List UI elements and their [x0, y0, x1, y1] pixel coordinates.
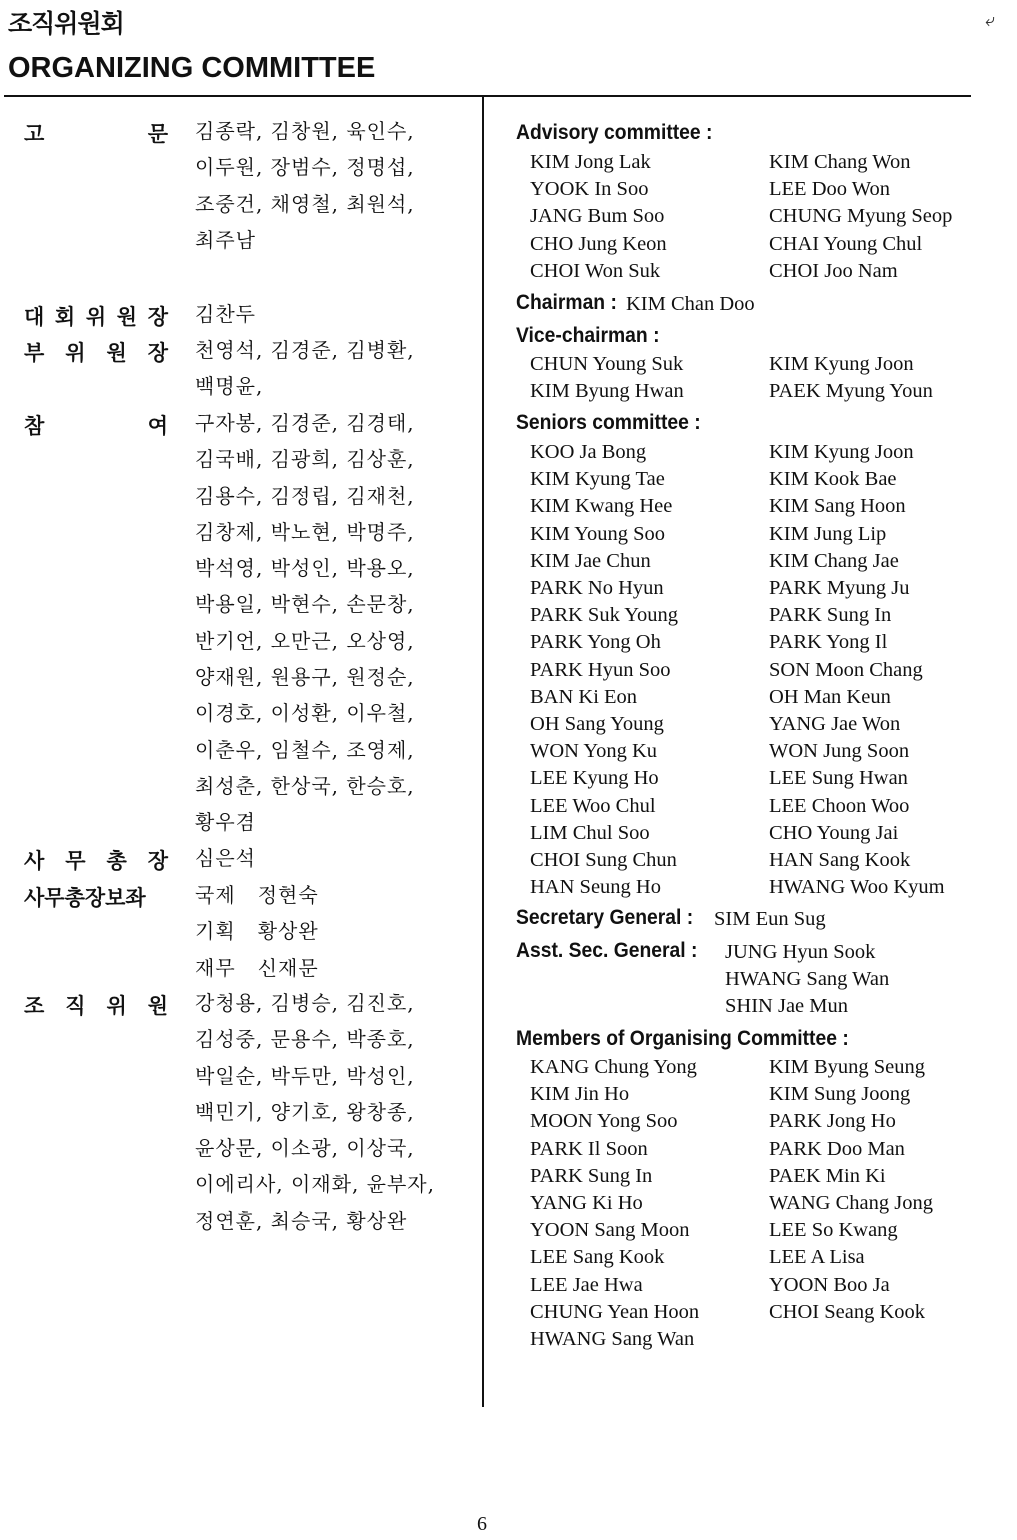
ko-role-secgen [24, 845, 168, 875]
en-members-name: PAEK Min Ki [769, 1164, 886, 1187]
ko-chairman-name-line: 김찬두 [195, 302, 256, 326]
en-members-name: CHOI Seang Kook [769, 1300, 926, 1323]
ko-advisory-names [195, 113, 415, 258]
en-seniors-name: LEE Kyung Ho [530, 767, 659, 790]
ko-seniors-names-line: 김창제, 박노현, 박명주, [195, 519, 415, 544]
en-heading-vice-label: Vice-chairman : [516, 324, 660, 347]
ko-seniors-names-line: 박용일, 박현수, 손문창, [195, 592, 415, 617]
ko-vice-names-line: 백명윤, [195, 374, 264, 399]
ko-role-seniors-char: 여 [147, 414, 168, 438]
en-seniors-name: BAN Ki Eon [530, 685, 638, 708]
en-heading-advisory-label: Advisory committee : [516, 121, 713, 144]
en-asst-name: SHIN Jae Mun [725, 995, 848, 1018]
en-advisory-name: CHOI Won Suk [530, 259, 661, 282]
en-seniors-name: WON Yong Ku [530, 740, 658, 763]
ko-secgen-name [195, 840, 256, 876]
en-heading-chairman-label: Chairman : [516, 291, 617, 314]
ko-role-members-char: 원 [147, 994, 168, 1018]
ko-seniors-names-line: 황우겸 [195, 810, 256, 835]
en-members-name: LEE Jae Hwa [530, 1273, 643, 1296]
ko-role-chairman-char: 회 [54, 305, 76, 329]
en-members-name: YANG Ki Ho [530, 1192, 643, 1214]
ko-members-names-line: 강청용, 김병승, 김진호, [195, 991, 415, 1015]
title-korean: 조직위원회 [8, 9, 124, 38]
en-seniors-name: KOO Ja Bong [530, 441, 647, 463]
ko-role-advisory [24, 118, 168, 148]
title-english: ORGANIZING COMMITTEE [8, 52, 376, 84]
en-members-name: PARK Doo Man [769, 1137, 905, 1160]
ko-advisory-names-line: 김종락, 김창원, 육인수, [195, 119, 415, 143]
ko-role-advisory-char: 고 [24, 122, 45, 146]
en-advisory-name: JANG Bum Soo [530, 205, 665, 228]
en-members-name: LEE So Kwang [769, 1219, 898, 1242]
ko-members-names-line: 박일순, 박두만, 박성인, [195, 1063, 415, 1088]
ko-role-asst: 사무총장보좌 [24, 886, 146, 910]
en-seniors-name: PARK Hyun Soo [530, 658, 671, 681]
en-seniors-name: KIM Kyung Tae [530, 468, 665, 491]
en-seniors-name: KIM Jung Lip [769, 522, 887, 545]
ko-seniors-names [195, 405, 415, 841]
en-heading-asst-label: Asst. Sec. General : [516, 939, 698, 962]
en-seniors-name: YANG Jae Won [769, 713, 901, 735]
en-advisory-name: CHOI Joo Nam [769, 259, 898, 282]
en-members-name: MOON Yong Soo [530, 1110, 678, 1133]
ko-members-names-line: 이에리사, 이재화, 윤부자, [195, 1172, 435, 1197]
en-seniors-name: KIM Kook Bae [769, 468, 897, 491]
ko-chairman-name [195, 296, 256, 332]
ko-seniors-names-line: 이경호, 이성환, 이우철, [195, 701, 415, 726]
ko-seniors-names-line: 반기언, 오만근, 오상영, [195, 628, 415, 653]
en-seniors-name: HAN Seung Ho [530, 876, 661, 899]
ko-asst-names-line: 기획 황상완 [195, 919, 319, 944]
en-heading-secgen-label: Secretary General : [516, 906, 694, 929]
ko-advisory-names-line: 조중건, 채영철, 최원석, [195, 191, 415, 216]
ko-asst-names-line: 국제 정현숙 [195, 883, 319, 907]
ko-secgen-name-line: 심은석 [195, 846, 256, 870]
corner-mark: ⤶ [985, 10, 996, 31]
ko-role-members-char: 직 [65, 994, 86, 1018]
en-vice-name: KIM Kyung Joon [769, 353, 914, 375]
en-advisory-name: CHUNG Myung Seop [769, 205, 953, 228]
ko-role-chairman-char: 원 [116, 305, 138, 329]
en-members-name: CHUNG Yean Hoon [530, 1300, 700, 1323]
ko-asst-names [195, 877, 319, 986]
ko-members-names-line: 윤상문, 이소광, 이상국, [195, 1136, 415, 1161]
ko-advisory-names-line: 최주남 [195, 227, 256, 252]
ko-role-vice [24, 337, 168, 367]
en-vice-name: KIM Byung Hwan [530, 380, 684, 403]
en-members-name: KIM Byung Seung [769, 1056, 926, 1078]
en-seniors-name: CHO Young Jai [769, 821, 899, 844]
en-members-name: PARK Sung In [530, 1164, 653, 1187]
ko-seniors-names-line: 이춘우, 임철수, 조영제, [195, 737, 415, 762]
ko-seniors-names-line: 김국배, 김광희, 김상훈, [195, 447, 415, 472]
en-seniors-name: OH Man Keun [769, 685, 891, 708]
en-seniors-name: KIM Jae Chun [530, 549, 651, 572]
en-seniors-name: WON Jung Soon [769, 740, 910, 763]
header-rule [4, 95, 971, 97]
ko-role-vice-char: 원 [106, 341, 127, 365]
ko-role-seniors-char: 참 [24, 414, 45, 438]
ko-seniors-names-line: 최성춘, 한상국, 한승호, [195, 773, 415, 798]
ko-role-advisory-char: 문 [147, 122, 168, 146]
en-seniors-name: PARK Suk Young [530, 604, 678, 627]
ko-role-chairman-char: 위 [85, 305, 107, 329]
en-advisory-name: CHAI Young Chul [769, 232, 923, 255]
en-members-name: LEE Sang Kook [530, 1246, 665, 1269]
ko-vice-names [195, 332, 415, 405]
en-seniors-name: SON Moon Chang [769, 658, 923, 681]
en-heading-seniors-label: Seniors committee : [516, 411, 701, 434]
ko-members-names-line: 백민기, 양기호, 왕창종, [195, 1099, 415, 1124]
en-seniors-name: KIM Sang Hoon [769, 495, 906, 518]
en-heading-asst [516, 939, 697, 963]
en-asst-name: HWANG Sang Wan [725, 968, 890, 991]
en-seniors-name: PARK Yong Oh [530, 631, 661, 654]
en-heading-secgen [516, 906, 693, 930]
column-divider [482, 97, 484, 1407]
en-members-name: KIM Sung Joong [769, 1083, 911, 1106]
ko-role-vice-char: 장 [147, 341, 168, 365]
en-members-name: YOON Boo Ja [769, 1273, 890, 1296]
en-secgen-name: SIM Eun Sug [714, 908, 826, 930]
en-heading-seniors [516, 411, 701, 435]
en-seniors-name: KIM Chang Jae [769, 549, 899, 572]
en-seniors-name: PARK No Hyun [530, 577, 664, 599]
en-chairman-name: KIM Chan Doo [626, 293, 755, 315]
ko-seniors-names-line: 김용수, 김정립, 김재천, [195, 483, 415, 508]
ko-members-names-line: 김성중, 문용수, 박종호, [195, 1027, 415, 1052]
en-seniors-name: LEE Woo Chul [530, 794, 656, 817]
en-seniors-name: CHOI Sung Chun [530, 849, 677, 871]
en-seniors-name: KIM Kwang Hee [530, 495, 673, 518]
en-seniors-name: PARK Sung In [769, 604, 892, 627]
en-advisory-name: YOOK In Soo [530, 178, 649, 201]
en-heading-vice [516, 324, 660, 348]
en-members-name: YOON Sang Moon [530, 1219, 690, 1242]
en-vice-name: PAEK Myung Youn [769, 380, 933, 403]
en-seniors-name: HAN Sang Kook [769, 849, 911, 871]
ko-role-secgen-char: 장 [147, 849, 168, 873]
en-heading-members-label: Members of Organising Committee : [516, 1027, 849, 1050]
ko-role-chairman [24, 301, 168, 331]
ko-role-secgen-char: 총 [106, 849, 127, 873]
ko-seniors-names-line: 양재원, 원용구, 원정순, [195, 665, 415, 690]
en-vice-name: CHUN Young Suk [530, 353, 684, 375]
ko-role-members-char: 조 [24, 994, 45, 1018]
ko-role-secgen-char: 무 [65, 849, 86, 873]
ko-role-vice-char: 부 [24, 341, 45, 365]
ko-role-members [24, 990, 168, 1020]
en-advisory-name: KIM Jong Lak [530, 151, 651, 173]
ko-seniors-names-line: 구자봉, 김경준, 김경태, [195, 411, 415, 435]
ko-members-names-line: 정연훈, 최승국, 황상완 [195, 1208, 408, 1233]
en-advisory-name: KIM Chang Won [769, 151, 911, 173]
ko-role-secgen-char: 사 [24, 849, 45, 873]
en-members-name: WANG Chang Jong [769, 1192, 933, 1214]
ko-members-names [195, 985, 435, 1239]
en-advisory-name: CHO Jung Keon [530, 232, 667, 255]
en-heading-chairman [516, 291, 617, 315]
en-seniors-name: HWANG Woo Kyum [769, 876, 945, 899]
ko-role-chairman-char: 장 [147, 305, 168, 329]
en-seniors-name: LEE Sung Hwan [769, 767, 908, 790]
ko-role-chairman-char: 대 [24, 305, 45, 329]
page-number: 6 [477, 1513, 487, 1535]
en-seniors-name: LEE Choon Woo [769, 794, 910, 817]
en-members-name: PARK Il Soon [530, 1137, 648, 1160]
ko-advisory-names-line: 이두원, 장범수, 정명섭, [195, 155, 415, 180]
en-members-name: HWANG Sang Wan [530, 1328, 695, 1350]
en-seniors-name: PARK Yong Il [769, 631, 888, 654]
en-members-name: KANG Chung Yong [530, 1056, 697, 1078]
ko-role-vice-char: 위 [65, 341, 86, 365]
en-seniors-name: LIM Chul Soo [530, 821, 650, 844]
en-seniors-name: KIM Young Soo [530, 522, 666, 545]
en-advisory-name: LEE Doo Won [769, 178, 890, 201]
ko-role-members-char: 위 [106, 994, 127, 1018]
en-asst-name: JUNG Hyun Sook [725, 941, 876, 963]
en-heading-members [516, 1027, 849, 1051]
ko-role-seniors [24, 410, 168, 440]
en-members-name: KIM Jin Ho [530, 1083, 630, 1106]
en-heading-advisory [516, 121, 712, 145]
ko-seniors-names-line: 박석영, 박성인, 박용오, [195, 556, 415, 581]
en-seniors-name: KIM Kyung Joon [769, 441, 914, 463]
en-seniors-name: PARK Myung Ju [769, 577, 910, 599]
ko-vice-names-line: 천영석, 김경준, 김병환, [195, 338, 415, 362]
ko-asst-names-line: 재무 신재문 [195, 955, 319, 980]
en-members-name: PARK Jong Ho [769, 1110, 896, 1133]
en-seniors-name: OH Sang Young [530, 713, 664, 735]
en-members-name: LEE A Lisa [769, 1246, 865, 1269]
